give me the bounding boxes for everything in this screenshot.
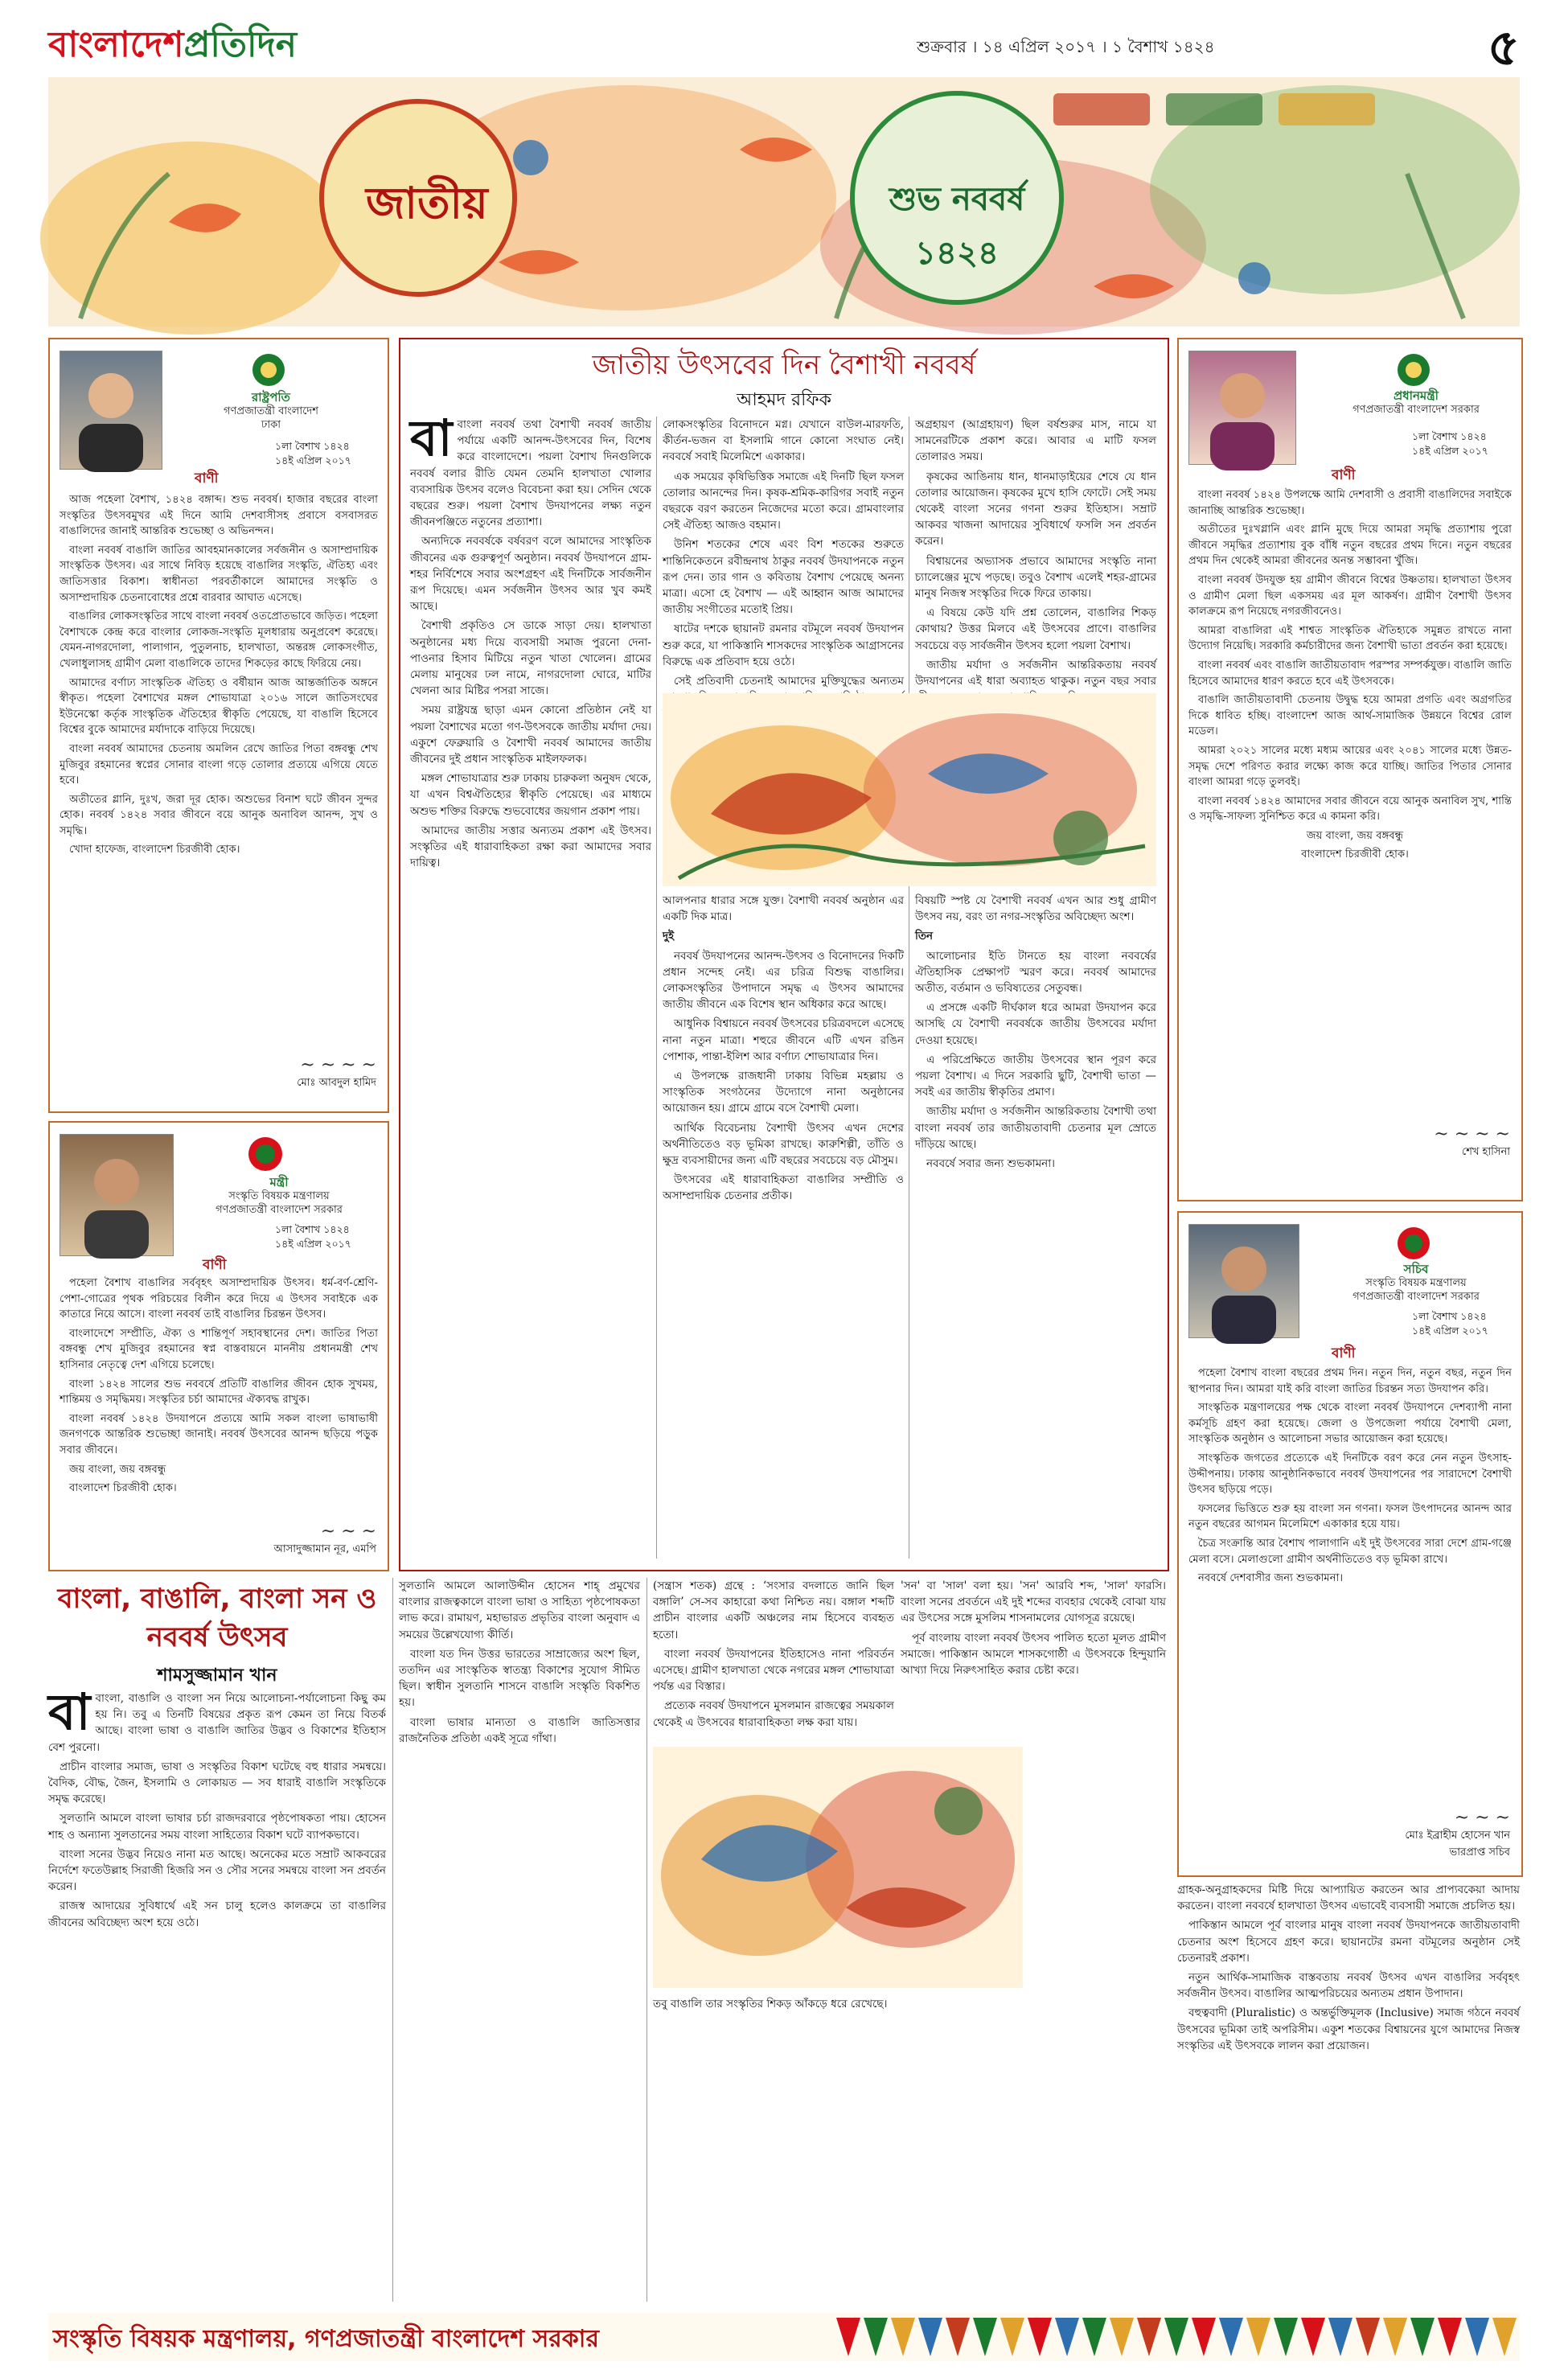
paragraph: বাংলা যত দিন উত্তর ভারতের সাম্রাজ্যের অংশ ছিল, ততদিন এর সাংস্কৃতিক স্বাতন্ত্র্য বিকাশের সুযোগ সীমিত ছিল। স্বাধীন সুলতানি শাসনে বাঙালি সংস্কৃতি বিকশিত হয়।: [399, 1647, 640, 1710]
paragraph: সময় রাষ্ট্রযন্ত্র ছাড়া এমন কোনো প্রতিষ্ঠান নেই যা পয়লা বৈশাখের মতো গণ-উৎসবকে জাতীয় মর্যাদা দেয়। একুশে ফেব্রুয়ারি ও বৈশাখী নববর্ষ আমাদের জাতীয় জীবনের দুই প্রধান সাংস্কৃতিক মাইলফলক।: [410, 704, 651, 766]
minister-role: মন্ত্রী: [269, 1175, 289, 1189]
president-role: রাষ্ট্রপতি: [252, 390, 290, 405]
paragraph: পহেলা বৈশাখ বাংলা বছরের প্রথম দিন। নতুন দিন, নতুন বছর, নতুন দিন স্থাপনার দিন। আমরা যাই করি বাংলা জাতির চিরন্তন সত্য উদযাপন করি।: [1188, 1367, 1512, 1395]
secretary-date1: ১লা বৈশাখ ১৪২৪: [1412, 1310, 1487, 1322]
paragraph: বাংলাদেশ চিরজীবী হোক।: [69, 1482, 177, 1495]
main-article-illustration: [663, 693, 1156, 886]
page-number: ৫: [1487, 18, 1520, 76]
paragraph: বাংলা নববর্ষ ১৪২৪ উপলক্ষে আমি দেশবাসী ও প্রবাসী বাঙালিদের সবাইকে জানাচ্ছি আন্তরিক শুভেচ্ছা।: [1188, 489, 1512, 517]
paragraph: আজ পহেলা বৈশাখ, ১৪২৪ বঙ্গাব্দ। শুভ নববর্ষ। হাজার বছরের বাংলা সংস্কৃতির উৎসবমুখর এই দিনে আমি দেশবাসীসহ প্রবাসে বসবাসরত বাঙালিদের জানাই আন্তরিক শুভেচ্ছা ও অভিনন্দন।: [60, 494, 378, 538]
pm-message-body: [1188, 487, 1512, 1115]
president-date2: ১৪ই এপ্রিল ২০১৭: [275, 454, 351, 466]
paragraph: এ পরিপ্রেক্ষিতে জাতীয় উৎসবের স্থান পূরণ করে পয়লা বৈশাখ। এ দিনে সরকারি ছুটি, বৈশাখী ভাতা — সবই এর জাতীয় স্বীকৃতির প্রমাণ।: [915, 1053, 1156, 1099]
paragraph: বাংলা ১৪২৪ সালের শুভ নববর্ষে প্রতিটি বাঙালির জীবন হোক সুখময়, শান্তিময় ও সমৃদ্ধিময়। সংস্কৃতির চর্চা আমাদের ঐক্যবদ্ধ রাখুক।: [60, 1378, 378, 1407]
main-article-col1: [410, 409, 651, 1559]
second-article-col4: [901, 1578, 1166, 2302]
secretary-photo: [1188, 1224, 1299, 1338]
pm-photo: [1188, 351, 1296, 465]
paragraph: এ উপলক্ষে রাজধানী ঢাকায় বিভিন্ন মহল্লায় ও সাংস্কৃতিক সংগঠনের উদ্যোগে নানা অনুষ্ঠানের আয়োজন হয়। গ্রামে গ্রামে বসে বৈশাখী মেলা।: [663, 1070, 904, 1115]
paragraph: এক সময়ের কৃষিভিত্তিক সমাজে এই দিনটি ছিল ফসল তোলার আনন্দের দিন। কৃষক-শ্রমিক-কারিগর সবাই নতুন বছরকে বরণ করতেন নিজেদের মতো করে। গ্রামবাংলার সেই ঐতিহ্য আজও বহমান।: [663, 470, 904, 532]
second-article-title-line2: নববর্ষ উৎসব: [146, 1621, 288, 1653]
paragraph: আমরা ২০২১ সালের মধ্যে মধ্যম আয়ের এবং ২০৪১ সালের মধ্যে উন্নত-সমৃদ্ধ দেশে পরিণত করার লক্ষ্যে কাজ করে যাচ্ছি। জাতির পিতার সোনার বাংলা আমরা গড়ে তুলবই।: [1188, 744, 1512, 789]
paragraph: প্রাচীন বাংলার সমাজ, ভাষা ও সংস্কৃতির বিকাশ ঘটেছে বহু ধারার সমন্বয়ে। বৈদিক, বৌদ্ধ, জৈন, ইসলামি ও লোকায়ত — সব ধারাই বাঙালি সংস্কৃতিকে সমৃদ্ধ করেছে।: [48, 1760, 386, 1806]
second-article-col3: [653, 1578, 894, 1739]
president-signature-name: মোঃ আবদুল হামিদ: [297, 1077, 376, 1089]
column-rule: [656, 417, 657, 1559]
paragraph: আধুনিক বিশ্বায়নে নববর্ষ উৎসবের চরিত্রবদলে এসেছে নানা নতুন মাত্রা। শহুরে জীবনে এটি এখন রঙিন পোশাক, পান্তা-ইলিশ আর বর্ণাঢ্য শোভাযাত্রার দিন।: [663, 1017, 904, 1063]
paragraph: লোকসংস্কৃতির বিনোদনে মগ্ন। যেখানে বাউল-মারফতি, কীর্তন-ভজন বা ইসলামি গানে কোনো সংঘাত নেই। নববর্ষে সবাই মিলেমিশে একাকার।: [663, 418, 904, 464]
paragraph: সেই প্রতিবাদী চেতনাই আমাদের মুক্তিযুদ্ধের অন্যতম: [674, 675, 904, 688]
paragraph: বৈশাখী প্রকৃতিও সে ডাকে সাড়া দেয়। হালখাতা অনুষ্ঠানের মধ্য দিয়ে ব্যবসায়ী সমাজ পুরনো দেনা-পাওনার হিসাব মিটিয়ে নতুন খাতা খোলেন। গ্রামের মেলায় মানুষের ঢল নামে, নাগরদোলা ঘোরে, মাটির খেলনা আর মিষ্টির পসরা সাজে।: [410, 619, 651, 698]
main-article-title: জাতীয় উৎসবের দিন বৈশাখী নববর্ষ: [592, 349, 976, 381]
column-rule: [646, 1578, 647, 2302]
paragraph: বাংলা নববর্ষ ১৪২৪ উদযাপনে প্রত্যয়ে আমি সকল বাংলা ভাষাভাষী জনগণকে আন্তরিক শুভেচ্ছা জানাই। নববর্ষ উৎসবের আনন্দ ছড়িয়ে পড়ুক সবার জীবনে।: [60, 1412, 378, 1456]
paragraph: অতীতের গ্লানি, দুঃখ, জরা দূর হোক। অশুভের বিনাশ ঘটে জীবন সুন্দর হোক। নববর্ষ ১৪২৪ সবার জীবনে বয়ে আনুক অনাবিল আনন্দ, সুখ ও সমৃদ্ধি।: [60, 793, 378, 837]
paragraph: অগ্রহায়ণ (আগ্রহায়ণ) ছিল বর্ষশুরুর মাস, নামে যা সামনেরটিকে প্রকাশ করে। আবার এ মাটি ফসল তোলারও সময়।: [915, 418, 1156, 464]
secretary-message-body: [1188, 1366, 1512, 1800]
main-article-col2-lower: [663, 893, 904, 1559]
minister-photo: [60, 1134, 174, 1256]
paragraph: আলপনার ধারার সঙ্গে যুক্ত। বৈশাখী নববর্ষ অনুষ্ঠান এর একটি দিক মাত্র।: [663, 894, 904, 924]
paragraph: নতুন আর্থিক-সামাজিক বাস্তবতায় নববর্ষ উৎসব এখন বাঙালির সর্ববৃহৎ সর্বজনীন উৎসব। বাঙালির আত্মপরিচয়ের অন্যতম প্রধান উপাদান।: [1177, 1971, 1520, 2001]
section-heading: তিন: [915, 930, 934, 943]
president-message: [48, 338, 389, 1113]
paragraph: বাংলা নববর্ষ উদযাপনের ইতিহাসেও নানা পরিবর্তন এসেছে। গ্রামীণ হালখাতা থেকে নগরের মঙ্গল শোভাযাত্রা পর্যন্ত এর বিস্তার।: [653, 1647, 894, 1694]
paragraph: এ প্রসঙ্গে একটি দীর্ঘকাল ধরে আমরা উদযাপন করে আসছি যে বৈশাখী নববর্ষকে জাতীয় উৎসবের মর্যাদা দেওয়া হয়েছে।: [915, 1001, 1156, 1047]
paragraph: বিষয়টি স্পষ্ট যে বৈশাখী নববর্ষ এখন আর শুধু গ্রামীণ উৎসব নয়, বরং তা নগর-সংস্কৃতির অবিচ্ছেদ্য অংশ।: [915, 894, 1156, 924]
pm-role: প্রধানমন্ত্রী: [1394, 388, 1439, 403]
president-bani-heading: বাণী: [195, 470, 219, 487]
paragraph: তবু বাঙালি তার সংস্কৃতির শিকড় আঁকড়ে ধরে রেখেছে।: [653, 1998, 888, 2011]
paragraph: বাংলাদেশে সম্প্রীতি, ঐক্য ও শান্তিপূর্ণ সহাবস্থানের দেশ। জাতির পিতা বঙ্গবন্ধু শেখ মুজিবুর রহমানের স্বপ্ন বাস্তবায়নে মাননীয় প্রধানমন্ত্রী শেখ হাসিনার নেতৃত্বে দেশ এগিয়ে চলেছে।: [60, 1327, 378, 1371]
main-article-col3-lower: [915, 893, 1156, 1559]
dateline: শুক্রবার । ১৪ এপ্রিল ২০১৭ । ১ বৈশাখ ১৪২৪: [917, 37, 1215, 56]
paragraph: বিশ্বায়নের অভ্যাসক প্রভাবে আমাদের সংস্কৃতি নানা চ্যালেঞ্জের মুখে পড়ছে। তবুও বৈশাখ এলেই শহর-গ্রামের মানুষ নিজস্ব সংস্কৃতির দিকে ফিরে তাকায়।: [915, 554, 1156, 601]
paragraph: খোদা হাফেজ, বাংলাদেশ চিরজীবী হোক।: [69, 844, 240, 856]
paragraph: বাংলাদেশ চিরজীবী হোক।: [1301, 848, 1409, 861]
brand-part2: প্রতিদিন: [183, 24, 297, 65]
drop-cap: বা: [48, 1682, 91, 1741]
secretary-org: গণপ্রজাতন্ত্রী বাংলাদেশ সরকার: [1353, 1291, 1480, 1303]
banner-title-left: জাতীয়: [366, 178, 488, 228]
secretary-role: সচিব: [1403, 1262, 1429, 1276]
paragraph: বাংলা ভাষার মান্যতা ও বাঙালি জাতিসত্তার রাজনৈতিক প্রতিষ্ঠা একই সূত্রে গাঁথা।: [399, 1715, 640, 1745]
pm-signature: ~ ~ ~ ~: [1434, 1124, 1510, 1144]
brand-logo[interactable]: [48, 18, 297, 76]
paragraph: সাংস্কৃতিক জগতের প্রত্যেকে এই দিনটিকে বরণ করে নেন নতুন উৎসাহ-উদ্দীপনায়। ঢাকায় আনুষ্ঠানিকভাবে নববর্ষ উদযাপনের পর সারাদেশে বৈশাখী উৎসব ছড়িয়ে পড়ে।: [1188, 1452, 1512, 1497]
paragraph: বাংলা নববর্ষ বাঙালি জাতির আবহমানকালের সর্বজনীন ও অসাম্প্রদায়িক সাংস্কৃতিক উৎসব। এর সাথে নিবিড় হয়েছে বাঙালির সংস্কৃতি, ঐতিহ্য এবং জাতিসত্তার বিকাশ। স্বাধীনতা পরবর্তীকালে আমাদের সংস্কৃতি ও অসাম্প্রদায়িক চেতনাবোধের প্রশ্নে বারবার আঘাত এসেছে।: [60, 544, 378, 604]
second-article-col5: [1177, 1882, 1520, 2300]
footer-ministry-label: সংস্কৃতি বিষয়ক মন্ত্রণালয়, গণপ্রজাতন্ত্রী বাংলাদেশ সরকার: [53, 2325, 599, 2353]
footer-banner: [48, 2313, 1520, 2361]
paragraph: ষাটের দশকে ছায়ানট রমনার বটমূলে নববর্ষ উদযাপন শুরু করে, যা পাকিস্তানি শাসকদের সাংস্কৃতিক আগ্রাসনের বিরুদ্ধে এক প্রতিবাদ হয়ে ওঠে।: [663, 622, 904, 668]
paragraph: আর্থিক বিবেচনায় বৈশাখী উৎসব এখন দেশের অর্থনীতিতেও বড় ভূমিকা রাখছে। কারুশিল্পী, তাঁতি ও ক্ষুদ্র ব্যবসায়ীদের জন্য এটি বছরের সবচেয়ে বড় মৌসুম।: [663, 1121, 904, 1168]
paragraph: বাঙালির লোকসংস্কৃতির সাথে বাংলা নববর্ষ ওতপ্রোতভাবে জড়িত। পহেলা বৈশাখকে কেন্দ্র করে বাংলার লোকজ-সংস্কৃতি মূলধারায় অনুপ্রবেশ করেছে। যেমন-নাগরদোলা, পালাগান, পুতুলনাচ, হালখাতা, অন্তরঙ্গ লোকসংগীত, খেলাধুলাসহ গ্রামীণ মেলা বাঙালিকে তাদের শিকড়ের কাছে ফিরিয়ে নেয়।: [60, 610, 378, 670]
paragraph: ফসলের ভিত্তিতে শুরু হয় বাংলা সন গণনা। ফসল উৎপাদনের আনন্দ আর নতুন বছরের আগমন মিলেমিশে একাকার হয়ে যায়।: [1188, 1502, 1512, 1531]
paragraph: আমাদের বর্ণাঢ্য সাংস্কৃতিক ঐতিহ্য ও বর্ষীয়ান আজ আন্তর্জাতিক অঙ্গনে স্বীকৃত। পহেলা বৈশাখের মঙ্গল শোভাযাত্রা ২০১৬ সালে জাতিসংঘের ইউনেস্কো কর্তৃক সাংস্কৃতিক ঐতিহ্যের স্বীকৃতি পেয়েছে, যা বাঙালি হিসেবে বিশ্বের বুকে আমাদের মর্যাদাকে বাড়িয়ে দিয়েছে।: [60, 676, 378, 737]
paragraph: আলোচনার ইতি টানতে হয় বাংলা নববর্ষের ঐতিহাসিক প্রেক্ষাপট স্মরণ করে। নববর্ষ আমাদের অতীত, বর্তমান ও ভবিষ্যতের সেতুবন্ধ।: [915, 949, 1156, 996]
paragraph: রাজস্ব আদায়ের সুবিধার্থে এই সন চালু হলেও কালক্রমে তা বাঙালির জীবনের অবিচ্ছেদ্য অংশ হয়ে ওঠে।: [48, 1900, 386, 1929]
govt-emblem-icon: [1396, 1226, 1431, 1261]
minister-message-body: [60, 1275, 378, 1517]
paragraph: জয় বাংলা, জয় বঙ্গবন্ধু: [1306, 829, 1404, 842]
paragraph: জাতীয় মর্যাদা ও সর্বজনীন আন্তরিকতায় বৈশাখী তথা বাংলা নববর্ষ তার জাতীয়তাবাদী চেতনার মূল স্রোতে দাঁড়িয়ে আছে।: [915, 1105, 1156, 1151]
pm-message: [1177, 338, 1523, 1201]
president-date1: ১লা বৈশাখ ১৪২৪: [275, 440, 350, 452]
main-article-col2-top: [663, 417, 904, 690]
govt-emblem-icon: [1396, 352, 1431, 388]
banner-title-right: শুভ নববর্ষ ১৪২৪: [889, 181, 1025, 272]
second-article-author: শামসুজ্জামান খান: [157, 1665, 277, 1686]
paragraph: উনিশ শতকের শেষে এবং বিশ শতকের শুরুতে শান্তিনিকেতনে রবীন্দ্রনাথ ঠাকুর নববর্ষ উদযাপনকে নতুন রূপ দেন। তার গান ও কবিতায় বৈশাখ পেয়েছে অনন্য মাত্রা। এসো হে বৈশাখ — এই আহ্বান আজ আমাদের জাতীয় সংগীতের মতোই প্রিয়।: [663, 538, 904, 617]
main-article-col3-top: [915, 417, 1156, 690]
paragraph: সুলতানি আমলে বাংলা ভাষার চর্চা রাজদরবারে পৃষ্ঠপোষকতা পায়। হোসেন শাহ ও অন্যান্য সুলতানের সময় বাংলা সাহিত্যের বিকাশ ঘটে ব্যাপকভাবে।: [48, 1812, 386, 1842]
drop-cap: বা: [410, 409, 453, 467]
paragraph: আমরা বাঙালিরা এই শাশ্বত সাংস্কৃতিক ঐতিহ্যকে সমুন্নত রাখতে নানা উদ্যোগ নিয়েছি। সরকারি কর্মচারীদের জন্য বৈশাখী ভাতা প্রবর্তন করা হয়েছে।: [1188, 624, 1512, 653]
minister-org: গণপ্রজাতন্ত্রী বাংলাদেশ সরকার: [215, 1204, 343, 1216]
section-heading: দুই: [663, 930, 675, 943]
second-article-col3-lower: [653, 1996, 894, 2302]
second-article-col2: [399, 1578, 640, 2302]
paragraph: এ বিষয়ে কেউ যদি প্রশ্ন তোলেন, বাঙালির শিকড় কোথায়? উত্তর মিলবে এই উৎসবের প্রাণে। বাঙালির সবচেয়ে বড় সার্বজনীন উৎসব হলো পয়লা বৈশাখ।: [915, 606, 1156, 652]
minister-signature: ~ ~ ~: [320, 1522, 376, 1542]
paragraph: নববর্ষে সবার জন্য শুভকামনা।: [926, 1157, 1055, 1171]
minister-signature-name: আসাদুজ্জামান নূর, এমপি: [273, 1543, 376, 1555]
secretary-bani-heading: বাণী: [1332, 1345, 1356, 1362]
main-article: [399, 338, 1169, 1571]
masthead: [48, 6, 1520, 74]
paragraph: বাংলা নববর্ষ এবং বাঙালি জাতীয়তাবাদ পরস্পর সম্পর্কযুক্ত। বাঙালি জাতি হিসেবে আমাদের ধারণ করতে হবে এই উৎসবকে।: [1188, 659, 1512, 688]
minister-date1: ১লা বৈশাখ ১৪২৪: [275, 1223, 350, 1235]
paragraph: উৎসবের এই ধারাবাহিকতা বাঙালির সম্প্রীতি ও অসাম্প্রদায়িক চেতনার প্রতীক।: [663, 1173, 904, 1203]
paragraph: সুলতানি আমলে আলাউদ্দীন হোসেন শাহ্‌ প্রমুখের বাংলার রাজত্বকালে বাংলা ভাষা ও সাহিত্য পৃষ্ঠপোষকতা লাভ করে। রামায়ণ, মহাভারত প্রভৃতির বাংলা অনুবাদ এ সময়ের উল্লেখযোগ্য কীর্তি।: [399, 1579, 640, 1641]
paragraph: বাংলা, বাঙালি ও বাংলা সন নিয়ে আলোচনা-পর্যালোচনা কিছু কম হয় নি। তবু এ তিনটি বিষয়ের প্রকৃত রূপ কেমন তা নিয়ে বিতর্ক আছে। বাংলা ভাষা ও বাঙালি জাতির উদ্ভব ও বিকাশের ইতিহাস বেশ পুরনো।: [48, 1692, 386, 1754]
paragraph: কৃষকের আঙিনায় ধান, ধানমাড়াইয়ের শেষে যে ধান তোলার আয়োজন। কৃষকের মুখে হাসি ফোটে। সেই সময় থেকেই বাংলা সনের গণনা শুরুর ইতিহাস। সম্রাট আকবর খাজনা আদায়ের সুবিধার্থে ফসলি সন প্রবর্তন করেন।: [915, 470, 1156, 548]
paragraph: বাঙালি জাতীয়তাবাদী চেতনায় উদ্বুদ্ধ হয়ে আমরা প্রগতি এবং অগ্রগতির দিকে ধাবিত হচ্ছি। বাংলাদেশ আজ আর্থ-সামাজিক উন্নয়নে বিশ্বের রোল মডেল।: [1188, 694, 1512, 738]
paragraph: গ্রাহক-অনুগ্রাহকদের মিষ্টি দিয়ে আপ্যায়িত করতেন আর প্রাপ্যবকেয়া আদায় করতেন। বাংলা নববর্ষে হালখাতা উৎসব এভাবেই ব্যবসায়ী সমাজে প্রচলিত হয়।: [1177, 1883, 1520, 1913]
paragraph: জয় বাংলা, জয় বঙ্গবন্ধু: [69, 1463, 166, 1476]
president-signature: ~ ~ ~ ~: [300, 1055, 376, 1075]
secretary-signature: ~ ~ ~: [1454, 1808, 1510, 1828]
state-emblem-icon: [251, 352, 286, 388]
minister-date2: ১৪ই এপ্রিল ২০১৭: [275, 1238, 351, 1250]
second-article-title-line1: বাংলা, বাঙালি, বাংলা সন ও: [57, 1583, 377, 1615]
banner-illustration: [48, 77, 1520, 327]
paragraph: প্রত্যেক নববর্ষ উদযাপনে মুসলমান রাজত্বের সময়কাল থেকেই এ উৎসবের ধারাবাহিকতা লক্ষ করা যায়।: [653, 1699, 894, 1729]
paragraph: পূর্ব বাংলায় বাংলা নববর্ষ উৎসব পালিত হতো মূলত গ্রামীণ সমাজে। পাকিস্তান আমলে শাসকগোষ্ঠী এ উৎসবকে হিন্দুয়ানি আখ্যা দিয়ে নিরুৎসাহিত করার চেষ্টা করে।: [901, 1631, 1166, 1678]
pm-date1: ১লা বৈশাখ ১৪২৪: [1412, 430, 1487, 442]
president-message-body: [60, 492, 378, 1047]
paragraph: অতীতের দুঃখগ্লানি এবং গ্লানি মুছে দিয়ে আমরা সমৃদ্ধি প্রত্যাশায় পুরো জীবনে সমৃদ্ধির প্রত্যাশায় বুক বাঁধি নতুন বছরের প্রথম দিনে। নতুন বছরের প্রথম দিন থেকেই আমরা জীবনের অনন্ত সম্ভাবনা খুঁজি।: [1188, 524, 1512, 568]
paragraph: মঙ্গল শোভাযাত্রার শুরু ঢাকায় চারুকলা অনুষদ থেকে, যা এখন বিশ্বঐতিহ্যের স্বীকৃতি পেয়েছে। এর মাধ্যমে অশুভ শক্তির বিরুদ্ধে শুভবোধের জয়গান প্রকাশ পায়।: [410, 772, 651, 818]
second-article: [48, 1578, 1166, 2302]
minister-ministry: সংস্কৃতি বিষয়ক মন্ত্রণালয়: [228, 1190, 330, 1202]
paragraph: বাংলা নববর্ষ আমাদের চেতনায় অমলিন রেখে জাতির পিতা বঙ্গবন্ধু শেখ মুজিবুর রহমানের স্বপ্নের সোনার বাংলা গড়ে তোলার প্রত্যয়ে এগিয়ে যেতে হবে।: [60, 742, 378, 787]
paragraph: অন্যদিকে নববর্ষকে বর্ষবরণ বলে আমাদের সাংস্কৃতিক জীবনের এক গুরুত্বপূর্ণ অনুষ্ঠান। নববর্ষ উদযাপনে গ্রাম-শহর নির্বিশেষে সবার অংশগ্রহণ এই দিনটিকে সার্বজনীন রূপ দিয়েছে। এমন সর্বজনীন উৎসব আর খুব কমই আছে।: [410, 535, 651, 614]
secretary-date2: ১৪ই এপ্রিল ২০১৭: [1412, 1325, 1488, 1337]
secretary-signature-title: ভারপ্রাপ্ত সচিব: [1449, 1846, 1510, 1859]
new-year-banner: [48, 77, 1520, 327]
secretary-ministry: সংস্কৃতি বিষয়ক মন্ত্রণালয়: [1365, 1277, 1467, 1289]
main-article-author: আহমদ রফিক: [737, 390, 831, 410]
paragraph: (সন্ত্রাস শতক) গ্রন্থে : ‘সংসার বদলাতে জানি ছিল বঙ্গালি’ সে-সব কাহারো কথা নিশ্চিত নয়। বঙ্গাল শব্দটি প্রাচীন বাংলার একটি অঞ্চলের নাম হিসেবে ব্যবহৃত হতো।: [653, 1579, 894, 1641]
pm-bani-heading: বাণী: [1332, 467, 1356, 483]
paragraph: সাংস্কৃতিক মন্ত্রণালয়ের পক্ষ থেকে বাংলা নববর্ষ উদযাপনে দেশব্যাপী নানা কর্মসূচি গ্রহণ করা হয়েছে। জেলা ও উপজেলা পর্যায়ে বৈশাখী মেলা, সাংস্কৃতিক অনুষ্ঠান ও আলোচনা সভার আয়োজন করা হয়েছে।: [1188, 1402, 1512, 1446]
president-place: ঢাকা: [261, 419, 281, 431]
paragraph: নববর্ষ উদযাপনের আনন্দ-উৎসব ও বিনোদনের দিকটি প্রধান সন্দেহ নেই। এর চরিত্র বিশুদ্ধ বাঙালির। লোকসংস্কৃতির উপাদানে সমৃদ্ধ এ উৎসব আমাদের জাতীয় জীবনে এক বিশেষ স্থান অধিকার করে আছে।: [663, 949, 904, 1012]
paragraph: জাতীয় মর্যাদা ও সর্বজনীন আন্তরিকতায় নববর্ষ উদযাপনের এই ধারা অব্যাহত থাকুক। নতুন বছর সবার: [915, 658, 1156, 688]
paragraph: বাংলা নববর্ষ উদযুক্ত হয় গ্রামীণ জীবনে বিশ্বের উষ্ণতায়। হালখাতা উৎসব ও গ্রামীণ মেলা ছিল একসময় এর মূল আকর্ষণ। গ্রামীণ বৈশাখী উৎসব কালক্রমে রূপ নিয়েছে নগরজীবনেও।: [1188, 573, 1512, 618]
president-photo: [60, 351, 162, 470]
president-org: গণপ্রজাতন্ত্রী বাংলাদেশ: [224, 405, 318, 417]
paragraph: নববর্ষে দেশবাসীর জন্য শুভকামনা।: [1198, 1572, 1344, 1585]
minister-bani-heading: বাণী: [203, 1257, 227, 1273]
brand-part1: বাংলাদেশ: [48, 24, 184, 65]
govt-emblem-icon: [247, 1136, 284, 1173]
pm-date2: ১৪ই এপ্রিল ২০১৭: [1412, 445, 1488, 457]
paragraph: বহুত্ববাদী (Pluralistic) ও অন্তর্ভুক্তিমূলক (Inclusive) সমাজ গঠনে নববর্ষ উৎসবের ভূমিকা তাই অপরিসীম। একুশ শতকের বিশ্বায়নের যুগে আমাদের নিজস্ব সংস্কৃতির এই উৎসবকে লালন করা প্রয়োজন।: [1177, 2006, 1520, 2052]
secretary-signature-name: মোঃ ইব্রাহীম হোসেন খান: [1405, 1830, 1510, 1842]
paragraph: বাংলা নববর্ষ ১৪২৪ আমাদের সবার জীবনে বয়ে আনুক অনাবিল সুখ, শান্তি ও সমৃদ্ধি-সাফল্য সুনিশ্চিত করে এ কামনা করি।: [1188, 795, 1512, 824]
second-article-col1: [48, 1682, 386, 2302]
secretary-message: [1177, 1211, 1523, 1877]
paragraph: চৈত্র সংক্রান্তি আর বৈশাখ পালাগানি এই দুই উৎসবের সারা দেশে গ্রাম-গঞ্জে মেলা বসে। মেলাগুলো গ্রামীণ অর্থনীতিতেও বড় ভূমিকা রাখে।: [1188, 1537, 1512, 1566]
paragraph: পাকিস্তান আমলে পূর্ব বাংলার মানুষ বাংলা নববর্ষ উদযাপনকে জাতীয়তাবাদী চেতনার অংশ হিসেবে গ্রহণ করে। ছায়ানটের রমনা বটমূলের অনুষ্ঠান সেই চেতনারই প্রকাশ।: [1177, 1919, 1520, 1965]
column-rule: [392, 1578, 393, 2302]
paragraph: আমাদের জাতীয় সত্তার অন্যতম প্রকাশ এই উৎসব। সংস্কৃতির এই ধারাবাহিকতা রক্ষা করা আমাদের সবার দায়িত্ব।: [410, 824, 651, 870]
paragraph: বাংলা সনের উদ্ভব নিয়েও নানা মত আছে। অনেকের মতে সম্রাট আকবরের নির্দেশে ফতেউল্লাহ সিরাজী হিজরি সন ও সৌর সনের সমন্বয়ে বাংলা সন প্রবর্তন করেন।: [48, 1847, 386, 1894]
paragraph: বাংলা নববর্ষ তথা বৈশাখী নববর্ষ জাতীয় পর্যায়ে একটি আনন্দ-উৎসবের দিন, বিশেষ করে বাংলাদেশে। পয়লা বৈশাখ দিনগুলিকে নববর্ষ বলার রীতি যেমন তেমনি হালখাতা খোলার ব্যবসায়িক উৎসব বলেও বিবেচনা করা হয়। সেদিন থেকে বছরের শুরু। পয়লা বৈশাখ উদযাপনের লক্ষ্য নতুন জীবনপঞ্জিতে নতুনের প্রত্যাশা।: [410, 418, 651, 529]
pm-signature-name: শেখ হাসিনা: [1461, 1146, 1510, 1158]
pm-org: গণপ্রজাতন্ত্রী বাংলাদেশ সরকার: [1353, 404, 1480, 416]
paragraph: 'সন' বা 'সাল' বলা হয়। 'সন' আরবি শব্দ, 'সাল' ফারসি। বাংলা সনের প্রবর্তনে এই দুই শব্দের ব্যবহার থেকেই বোঝা যায় এর উৎসের সঙ্গে মুসলিম শাসনামলের যোগসূত্র রয়েছে।: [901, 1579, 1166, 1625]
paragraph: পহেলা বৈশাখ বাঙালির সর্ববৃহৎ অসাম্প্রদায়িক উৎসব। ধর্ম-বর্ণ-শ্রেণি-পেশা-গোত্রের পৃথক পরিচয়ের বিলীন করে দিয়ে এ উৎসব সবাইকে এক কাতারে নিয়ে আসে। বাংলা নববর্ষ তাই বাঙালির চিরন্তন উৎসব।: [60, 1277, 378, 1321]
minister-message: [48, 1121, 389, 1571]
